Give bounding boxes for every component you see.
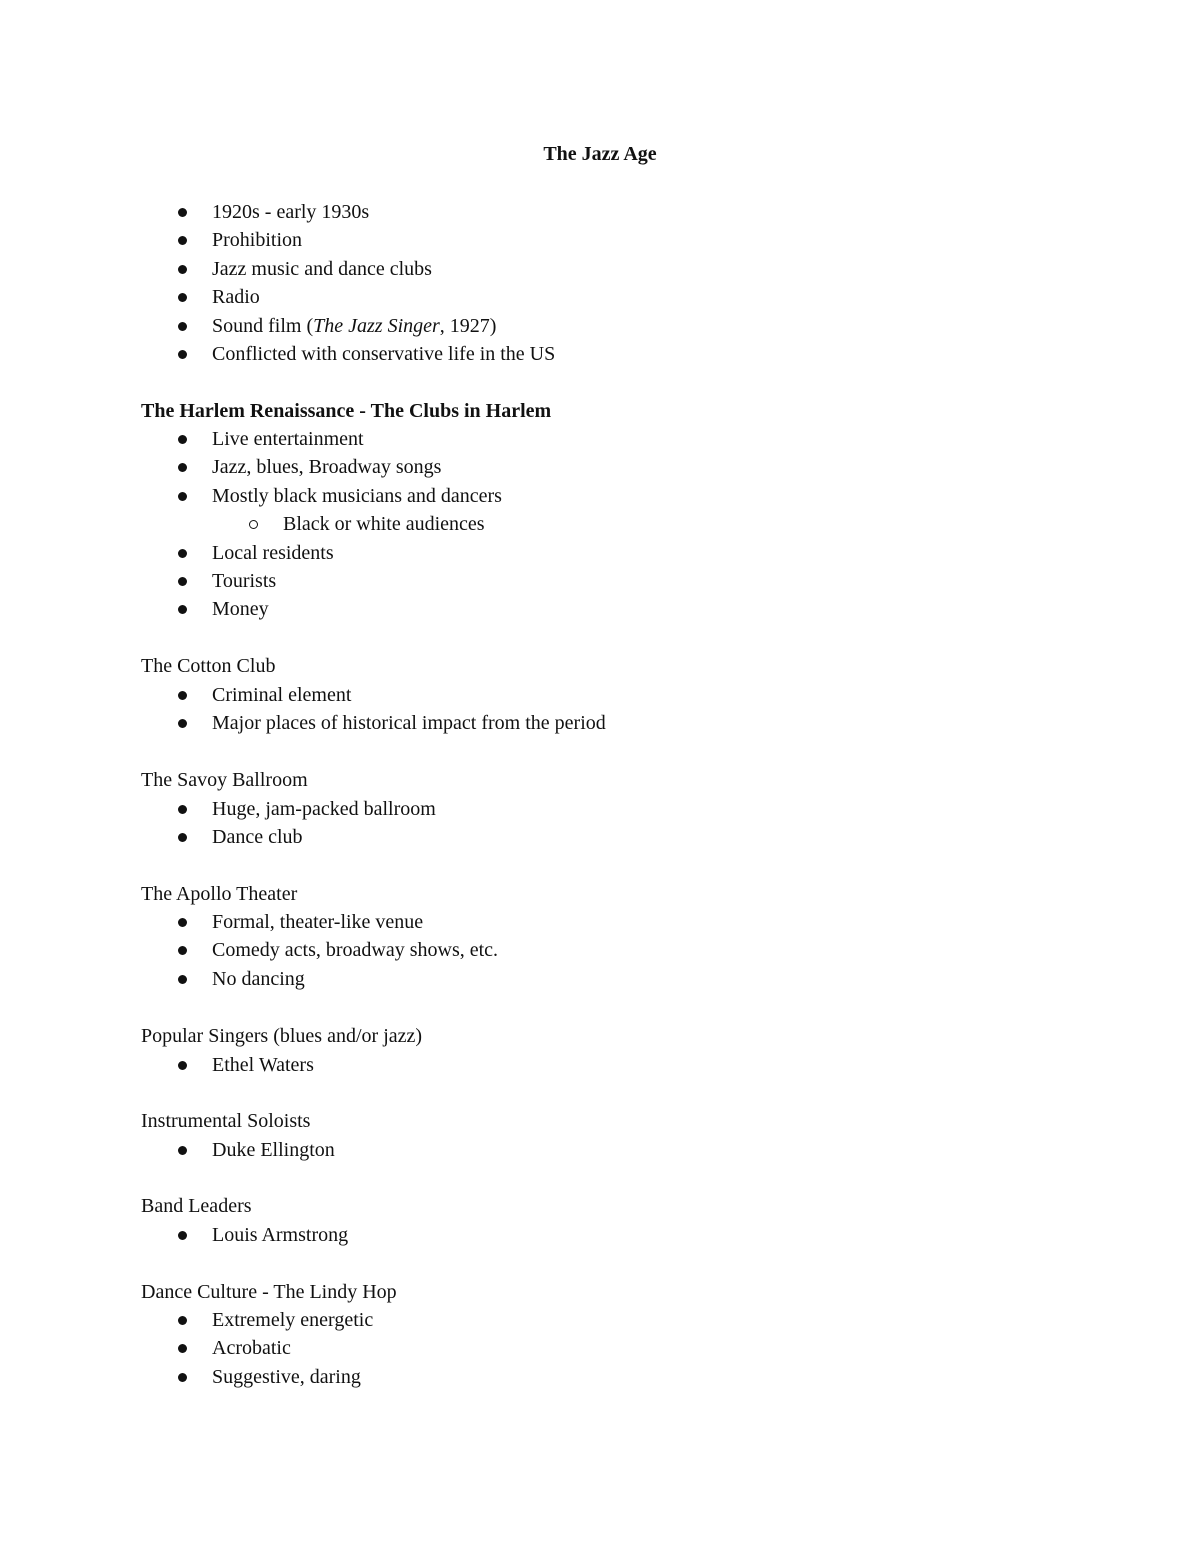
bullet-icon bbox=[178, 463, 187, 472]
list-item: Jazz, blues, Broadway songs bbox=[0, 453, 502, 481]
sub-list-item: Black or white audiences bbox=[0, 510, 502, 538]
bullet-icon bbox=[178, 1316, 187, 1325]
list-item: Louis Armstrong bbox=[0, 1221, 348, 1249]
list-item: Tourists bbox=[0, 567, 502, 595]
bullet-icon bbox=[178, 492, 187, 501]
bullet-icon bbox=[178, 293, 187, 302]
list-item: Prohibition bbox=[0, 226, 555, 254]
list-item: Conflicted with conservative life in the US bbox=[0, 340, 555, 368]
list-item: Huge, jam-packed ballroom bbox=[0, 795, 436, 823]
bullet-icon bbox=[178, 549, 187, 558]
section-heading-soloists: Instrumental Soloists bbox=[141, 1110, 311, 1132]
bullet-icon bbox=[178, 691, 187, 700]
soloists-list bbox=[0, 1136, 335, 1164]
bullet-icon bbox=[178, 805, 187, 814]
list-item: Money bbox=[0, 595, 502, 623]
bullet-icon bbox=[178, 1344, 187, 1353]
harlem-list bbox=[0, 425, 502, 624]
list-item: Comedy acts, broadway shows, etc. bbox=[0, 936, 498, 964]
singers-list bbox=[0, 1051, 314, 1079]
apollo-list bbox=[0, 908, 498, 993]
intro-list bbox=[0, 198, 555, 368]
film-title: The Jazz Singer bbox=[313, 314, 440, 337]
bullet-icon bbox=[178, 208, 187, 217]
bullet-icon bbox=[178, 946, 187, 955]
hollow-bullet-icon bbox=[249, 520, 258, 529]
savoy-list bbox=[0, 795, 436, 852]
bullet-icon bbox=[178, 719, 187, 728]
bullet-icon bbox=[178, 322, 187, 331]
bullet-icon bbox=[178, 1231, 187, 1240]
section-heading-singers: Popular Singers (blues and/or jazz) bbox=[141, 1025, 423, 1047]
list-item-sound-film: Sound film (The Jazz Singer, 1927) bbox=[0, 312, 555, 340]
list-item: Criminal element bbox=[0, 681, 606, 709]
bullet-icon bbox=[178, 1061, 187, 1070]
list-item: Extremely energetic bbox=[0, 1306, 373, 1334]
list-item: Mostly black musicians and dancers bbox=[0, 482, 502, 510]
bullet-icon bbox=[178, 918, 187, 927]
section-heading-band-leaders: Band Leaders bbox=[141, 1195, 252, 1217]
list-item: Ethel Waters bbox=[0, 1051, 314, 1079]
cotton-list bbox=[0, 681, 606, 738]
bullet-icon bbox=[178, 236, 187, 245]
list-item: Local residents bbox=[0, 539, 502, 567]
section-heading-cotton-club: The Cotton Club bbox=[141, 655, 276, 677]
leaders-list bbox=[0, 1221, 348, 1249]
page-title: The Jazz Age bbox=[543, 143, 657, 165]
list-item: Jazz music and dance clubs bbox=[0, 255, 555, 283]
bullet-icon bbox=[178, 605, 187, 614]
bullet-icon bbox=[178, 1373, 187, 1382]
bullet-icon bbox=[178, 577, 187, 586]
list-item: Live entertainment bbox=[0, 425, 502, 453]
bullet-icon bbox=[178, 435, 187, 444]
bullet-icon bbox=[178, 1146, 187, 1155]
list-item: Formal, theater-like venue bbox=[0, 908, 498, 936]
bullet-icon bbox=[178, 265, 187, 274]
list-item: Major places of historical impact from the period bbox=[0, 709, 606, 737]
section-heading-apollo: The Apollo Theater bbox=[141, 883, 298, 905]
section-heading-savoy: The Savoy Ballroom bbox=[141, 769, 308, 791]
list-item: Acrobatic bbox=[0, 1334, 373, 1362]
list-item: Dance club bbox=[0, 823, 436, 851]
bullet-icon bbox=[178, 350, 187, 359]
bullet-icon bbox=[178, 975, 187, 984]
list-item: No dancing bbox=[0, 965, 498, 993]
list-item: 1920s - early 1930s bbox=[0, 198, 555, 226]
list-item: Suggestive, daring bbox=[0, 1363, 373, 1391]
dance-list bbox=[0, 1306, 373, 1391]
section-heading-dance-culture: Dance Culture - The Lindy Hop bbox=[141, 1281, 397, 1303]
bullet-icon bbox=[178, 833, 187, 842]
list-item: Radio bbox=[0, 283, 555, 311]
section-heading-harlem: The Harlem Renaissance - The Clubs in Harlem bbox=[141, 400, 552, 422]
list-item: Duke Ellington bbox=[0, 1136, 335, 1164]
